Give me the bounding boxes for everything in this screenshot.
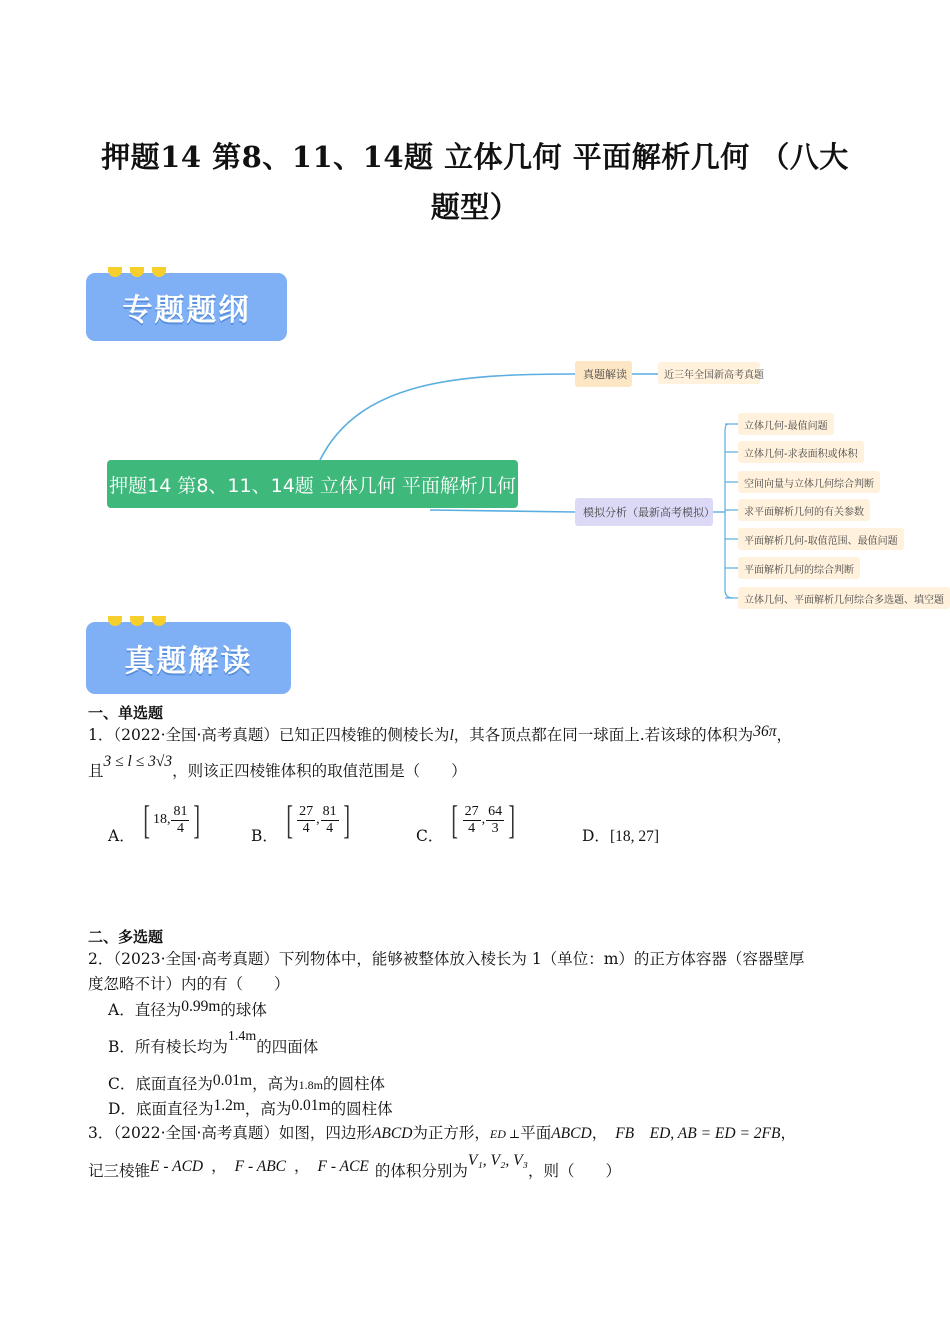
q3-math: ED ⊥ <box>489 1127 521 1141</box>
mindmap-branch-real: 真题解读 <box>575 361 632 387</box>
question-3-line2 <box>88 1154 868 1179</box>
banner-label: 真题解读 <box>124 644 253 679</box>
banner-label: 专题题纲 <box>122 293 251 328</box>
option-label: C． <box>416 827 444 845</box>
q3-text: ， <box>211 1157 227 1175</box>
q3-math: E - ACD <box>150 1158 204 1175</box>
question-1-line2 <box>88 749 868 780</box>
option-text: 底面直径为 <box>135 1100 214 1118</box>
real-exam-banner <box>86 622 291 694</box>
q2-option-a <box>108 998 267 1020</box>
q1-text: （2022·全国·高考真题）已知正四棱锥的侧棱长为 <box>113 726 450 744</box>
frac-den: 4 <box>176 820 184 836</box>
q3-math: FB ED, AB = ED = 2FB <box>615 1125 781 1142</box>
question-1 <box>88 723 868 748</box>
option-a-left: 18, <box>152 812 171 827</box>
option-b-value: [ $\frac{27}{4}$ , $\frac{81}{4}$ ] <box>286 797 350 842</box>
q1-volume: 36π <box>753 723 777 740</box>
q3-math: V₁, V₂, V₃ <box>467 1152 528 1169</box>
banner-dots-icon <box>108 616 166 626</box>
option-value: 1.4m <box>227 1029 257 1044</box>
option-text: 的圆柱体 <box>322 1075 385 1093</box>
outline-banner <box>86 273 287 341</box>
q1-option-a <box>108 797 204 845</box>
q3-text: 平面 <box>520 1124 552 1142</box>
q3-text: （2022·全国·高考真题）如图，四边形 <box>113 1124 372 1142</box>
q2-option-b <box>108 1029 319 1057</box>
q1-text: 且 <box>88 762 104 780</box>
option-label: B． <box>108 1038 135 1056</box>
option-text: 底面直径为 <box>135 1075 213 1093</box>
q1-var: l <box>449 727 454 744</box>
mindmap-leaf: 立体几何、平面解析几何综合多选题、填空题 <box>738 587 950 609</box>
q3-math: F - ACE <box>317 1158 369 1175</box>
frac-den: 3 <box>491 820 499 836</box>
option-text: 所有棱长均为 <box>134 1038 228 1056</box>
q1-option-c <box>416 797 518 845</box>
section-heading-single: 一、单选题 <box>88 704 164 722</box>
mindmap-leaf: 立体几何-求表面积或体积 <box>738 441 864 463</box>
frac-den: 4 <box>302 820 310 836</box>
option-d-value: [18, 27] <box>609 828 660 845</box>
option-label: A． <box>108 827 135 845</box>
q1-text: ，则该正四棱锥体积的取值范围是（ ） <box>172 762 467 780</box>
frac-num: 64 <box>488 803 503 819</box>
option-value: 1.8m <box>298 1078 323 1092</box>
q2-option-d <box>108 1097 393 1119</box>
q2-number: 2． <box>88 950 114 968</box>
frac-num: 27 <box>464 803 479 819</box>
q3-text: ， <box>780 1124 796 1142</box>
mindmap-leaf: 立体几何-最值问题 <box>738 413 834 435</box>
frac-den: 4 <box>468 820 476 836</box>
mindmap-leaf: 求平面解析几何的有关参数 <box>738 499 870 521</box>
option-text: 直径为 <box>134 1001 182 1019</box>
q1-range: 3 ≤ l ≤ 3√3 <box>103 753 173 770</box>
mindmap-leaf-real: 近三年全国新高考真题 <box>658 362 760 384</box>
q2-text: （2023·全国·高考真题）下列物体中，能够被整体放入棱长为 1（单位：m）的正方体容器（容器壁厚 <box>113 950 805 968</box>
mindmap-leaf: 平面解析几何的综合判断 <box>738 557 860 579</box>
option-value: 0.01m <box>291 1097 331 1114</box>
frac-num: 81 <box>173 803 188 819</box>
option-c-value: [ $\frac{27}{4}$ , $\frac{64}{3}$ ] <box>451 797 516 842</box>
frac-den: 4 <box>326 820 334 836</box>
mindmap-branch-mock: 模拟分析（最新高考模拟） <box>575 498 713 526</box>
question-2 <box>88 947 868 997</box>
option-text: ，高为 <box>244 1100 292 1118</box>
option-value: 0.01m <box>212 1072 253 1089</box>
page-title: 押题14 第8、11、14题 立体几何 平面解析几何 （八大题型） <box>101 140 849 224</box>
mindmap-leaf: 平面解析几何-取值范围、最值问题 <box>738 528 904 550</box>
frac-num: 27 <box>299 803 314 819</box>
q3-text: ， <box>294 1157 310 1175</box>
option-label: C． <box>108 1075 136 1093</box>
mindmap-leaf: 空间向量与立体几何综合判断 <box>738 471 880 493</box>
option-label: D． <box>108 1100 136 1118</box>
section-heading-multi: 二、多选题 <box>88 928 164 946</box>
q3-math: ABCD <box>551 1125 592 1142</box>
q1-text: ，其各顶点都在同一球面上.若该球的体积为 <box>453 726 754 744</box>
option-label: A． <box>108 1001 135 1019</box>
mindmap-root: 押题14 第8、11、14题 立体几何 平面解析几何 <box>107 460 518 508</box>
q3-text: ， <box>591 1124 608 1142</box>
q3-text: 的体积分别为 <box>374 1162 468 1180</box>
frac-num: 81 <box>322 803 337 819</box>
q3-text: 记三棱锥 <box>88 1162 151 1180</box>
q1-number: 1． <box>88 726 114 744</box>
option-text: 的圆柱体 <box>330 1100 393 1118</box>
q3-math: ABCD <box>371 1125 413 1142</box>
option-label: B． <box>251 827 278 845</box>
q3-math: F - ABC <box>234 1158 287 1175</box>
option-value: 1.2m <box>213 1097 245 1114</box>
option-a-value: [ 18, $\frac{81}{4}$ ] <box>142 797 201 842</box>
option-value: 0.99m <box>181 998 221 1015</box>
option-text: 的四面体 <box>256 1038 319 1056</box>
q2-text: 度忽略不计）内的有（ ） <box>88 975 290 993</box>
option-text: 的球体 <box>220 1001 267 1019</box>
q1-text: ， <box>776 726 792 744</box>
banner-dots-icon <box>108 267 166 277</box>
option-label: D． <box>582 827 610 845</box>
q3-number: 3． <box>88 1124 114 1142</box>
q1-option-d <box>582 824 659 846</box>
q1-option-b <box>251 797 353 845</box>
q3-text: 为正方形， <box>412 1124 490 1142</box>
q3-text: ，则（ ） <box>528 1162 622 1180</box>
question-3 <box>88 1121 868 1147</box>
q2-option-c <box>108 1072 385 1094</box>
option-text: ，高为 <box>252 1075 299 1093</box>
